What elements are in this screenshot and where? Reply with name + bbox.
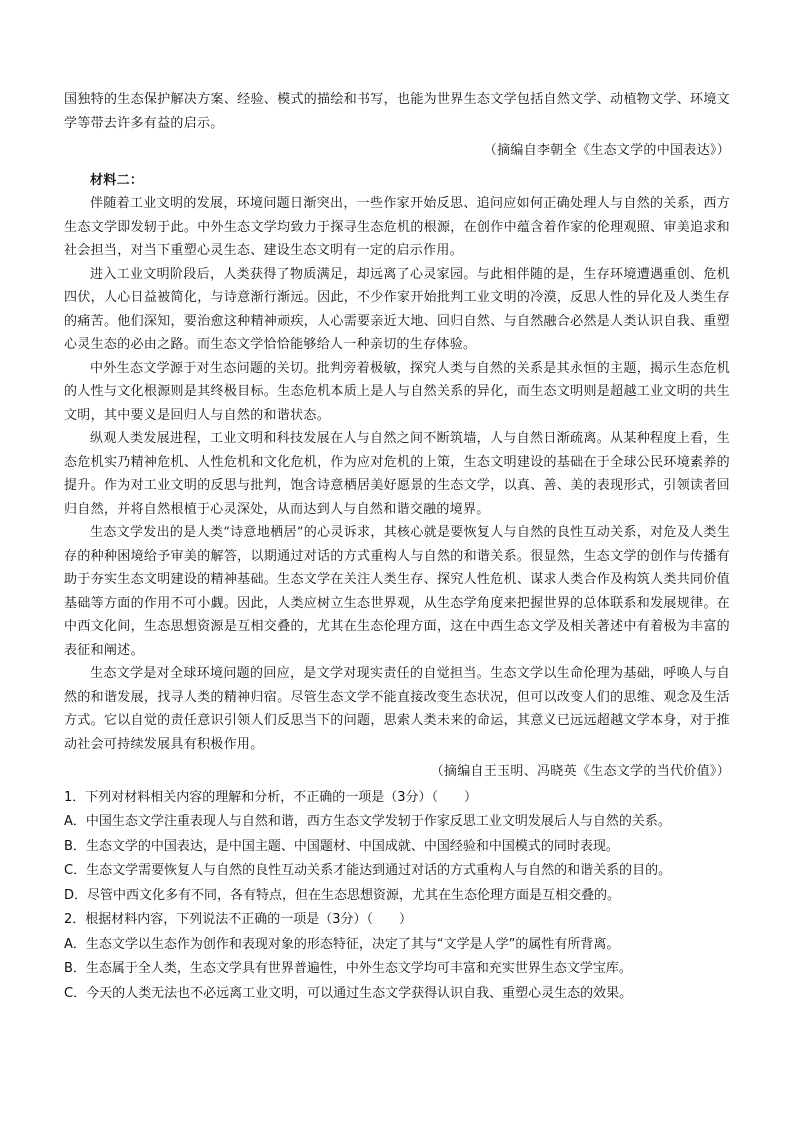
material2-paragraph: 生态文学发出的是人类“诗意地栖居”的心灵诉求，其核心就是要恢复人与自然的良性互动关系，对危及人类生存的种种困境给予审美的解答，以期通过对话的方式重构人与自然的和谐关系。很显然，生态文学的创作与传播有助于夯实生态文明建设的精神基础。生态文学在关注人类生存、探究人性危机、谋求人类合作及构筑人类共同价值基础等方面的作用不可小觑。因此，人类应树立生态世界观，从生态学角度来把握世界的总体联系和发展规律。在中西文化间，生态思想资源是互相交叠的，尤其在生态伦理方面，这在中西生态文学及相关著述中有着极为丰富的表征和阐述。: [64, 525, 730, 658]
question-2-option-c: C．今天的人类无法也不必远离工业文明，可以通过生态文学获得认识自我、重塑心灵生态的效果。: [64, 985, 633, 1001]
question-1-option-b: B．生态文学的中国表达，是中国主题、中国题材、中国成就、中国经验和中国模式的同时表现。: [64, 838, 619, 854]
material2-paragraph: 纵观人类发展进程，工业文明和科技发展在人与自然之间不断筑墙，人与自然日渐疏离。从某种程度上看，生态危机实乃精神危机、人性危机和文化危机，作为应对危机的上策，生态文明建设的基础在于全球公民环境素养的提升。作为对工业文明的反思与批判，饱含诗意栖居美好愿景的生态文学，以真、善、美的表现形式，引领读者回归自然，并将自然根植于心灵深处，从而达到人与自然和谐交融的境界。: [64, 431, 730, 517]
question-2: 2．根据材料内容，下列说法不正确的一项是（3分）（ ）: [64, 912, 413, 927]
exam-page: [64, 88, 730, 1006]
material2-paragraph: 中外生态文学源于对生态问题的关切。批判旁着极敏，探究人类与自然的关系是其永恒的主题，揭示生态危机的人性与文化根源则是其终极目标。生态危机本质上是人与自然关系的异化，而生态文明则是超越工业文明的共生文明，其中要义是回归人与自然的和谐状态。: [64, 360, 730, 423]
material2-paragraph: 生态文学是对全球环境问题的回应，是文学对现实责任的自觉担当。生态文学以生命伦理为基础，呼唤人与自然的和谐发展，找寻人类的精神归宿。尽管生态文学不能直接改变生态状况，但可以改变人们的思维、观念及生活方式。它以自觉的责任意识引领人们反思当下的问题，思索人类未来的命运，其意义已远远超越文学本身，对于推动社会可持续发展具有积极作用。: [64, 666, 730, 752]
material2-source: （摘编自王玉明、冯晓英《生态文学的当代价值》）: [430, 764, 730, 779]
question-1-option-d: D．尽管中西文化多有不同，各有特点，但在生态思想资源，尤其在生态伦理方面是互相交叠的。: [64, 887, 621, 903]
material2-paragraph: 进入工业文明阶段后，人类获得了物质满足，却远离了心灵家园。与此相伴随的是，生存环境遭遇重创、危机四伏，人心日益被简化，与诗意渐行渐远。因此，不少作家开始批判工业文明的冷漠，反思人性的异化及人类生存的痛苦。他们深知，要治愈这种精神顽疾，人心需要亲近大地、回归自然、与自然融合必然是人类认识自我、重塑心灵生态的必由之路。而生态文学恰恰能够给人一种亲切的生存体验。: [64, 266, 730, 352]
material1-tail-paragraph: 国独特的生态保护解决方案、经验、模式的描绘和书写，也能为世界生态文学包括自然文学、动植物文学、环境文学等带去许多有益的启示。: [64, 92, 730, 131]
reading-passage: [64, 88, 730, 784]
material2-heading: 材料二：: [90, 172, 144, 188]
question-1: 1．下列对材料相关内容的理解和分析，不正确的一项是（3分）（ ）: [64, 789, 478, 805]
question-1-option-c: C．生态文学需要恢复人与自然的良性互动关系才能达到通过对话的方式重构人与自然的和谐关系的目的。: [64, 863, 672, 878]
material1-source: （摘编自李朝全《生态文学的中国表达》）: [483, 143, 730, 158]
question-section: [64, 786, 730, 1007]
question-2-option-b: B．生态属于全人类，生态文学具有世界普遍性，中外生态文学均可丰富和充实世界生态文学宝库。: [64, 961, 632, 976]
material2-paragraph: 伴随着工业文明的发展，环境问题日渐突出，一些作家开始反思、追问应如何正确处理人与自然的关系，西方生态文学即发轫于此。中外生态文学均致力于探寻生态危机的根源，在创作中蕴含着作家的伦理观照、审美追求和社会担当，对当下重塑心灵生态、建设生态文明有一定的启示作用。: [64, 196, 730, 258]
question-2-option-a: A．生态文学以生态作为创作和表现对象的形态特征，决定了其与“文学是人学”的属性有所背离。: [64, 936, 620, 952]
question-1-option-a: A．中国生态文学注重表现人与自然和谐，西方生态文学发轫于作家反思工业文明发展后人与自然的关系。: [64, 814, 671, 829]
